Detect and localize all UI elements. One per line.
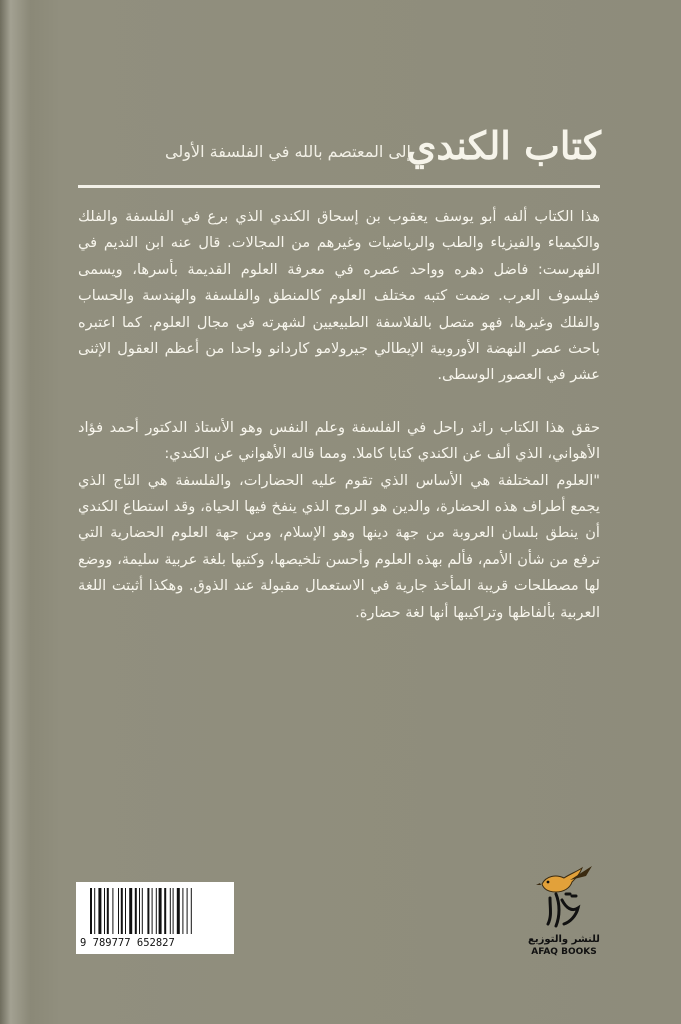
blurb-paragraph-2: حقق هذا الكتاب رائد راحل في الفلسفة وعلم النفس وهو الأستاذ الدكتور أحمد فؤاد الأهواني، الذي ألف عن الكندي كتابا كاملا. ومما قاله الأهواني عن الكندي:	[78, 418, 600, 463]
publisher-arabic-name: للنشر والتوزيع	[528, 934, 600, 945]
barcode-bar	[125, 888, 126, 934]
bird-logo-icon	[526, 864, 602, 934]
barcode-bars	[90, 888, 224, 934]
barcode-bar	[90, 888, 92, 934]
blurb-quote: "العلوم المختلفة هي الأساس الذي تقوم عليه الحضارات، والفلسفة هي التاج الذي يجمع أطراف هذه الحضارة، والدين هو الروح الذي ينفخ فيها الحياة، وقد استطاع الكندي أن ينطق بلسان العروبة من جهة دينها وهو الإسلام، ومن جهة العلوم الحضارية التي ترفع من شأن الأمم، فألم بهذه العلوم وأحسن تلخيصها، وكتبها بلغة عربية سليمة، ووضع لها مصطلحات قريبة المأخذ جارية في الاستعمال مقبولة عند الذوق. وهكذا أثبتت اللغة العربية بألفاظها وتراكيبها أنها لغة حضارة.	[78, 471, 600, 621]
barcode-bar	[94, 888, 95, 934]
barcode-bar	[170, 888, 171, 934]
barcode-bar	[139, 888, 140, 934]
title-divider	[78, 185, 600, 188]
barcode-bar	[121, 888, 123, 934]
barcode-bar	[191, 888, 192, 934]
barcode-bar	[159, 888, 162, 934]
barcode-bar	[164, 888, 166, 934]
blurb-text	[78, 204, 600, 626]
barcode-bar	[129, 888, 132, 934]
barcode-bar	[107, 888, 109, 934]
title-block	[81, 122, 601, 182]
barcode-bar	[112, 888, 113, 934]
barcode-bar	[156, 888, 157, 934]
barcode-bar	[118, 888, 119, 934]
blurb-paragraph-2-block	[78, 415, 600, 626]
barcode-bar	[152, 888, 153, 934]
blurb-paragraph-1: هذا الكتاب ألفه أبو يوسف يعقوب بن إسحاق الكندي الذي برع في الفلسفة والفلك والكيمياء والفيزياء والطب والرياضيات وغيرهم من المجالات. قال عنه ابن النديم في الفهرست: فاضل دهره وواحد عصره في معرفة العلوم القديمة بأسرها، ويسمى فيلسوف العرب. ضمت كتبه مختلف العلوم كالمنطق والفلسفة والهندسة والحساب والفلك وغيرها، فهو متصل بالفلاسفة الطبيعيين لشهرته في مجال العلوم. كما اعتبره باحث عصر النهضة الأوروبية الإيطالي جيرولامو كاردانو واحدا من أعظم العقول الإثنى عشر في العصور الوسطى.	[78, 208, 600, 384]
book-title: كتاب الكندي	[406, 123, 601, 168]
barcode-bar	[147, 888, 149, 934]
barcode-bar	[98, 888, 101, 934]
barcode-bar	[142, 888, 143, 934]
publisher-logo	[526, 864, 602, 960]
barcode-bar	[173, 888, 174, 934]
isbn-barcode	[76, 882, 234, 954]
barcode-bar	[182, 888, 183, 934]
barcode-bar	[135, 888, 137, 934]
barcode-bar	[104, 888, 105, 934]
spine-edge	[0, 0, 30, 1024]
barcode-digits: 9 789777 652827	[80, 937, 175, 949]
barcode-bar	[177, 888, 180, 934]
publisher-english-name: AFAQ BOOKS	[531, 947, 597, 957]
book-subtitle: إلى المعتصم بالله في الفلسفة الأولى	[165, 142, 411, 161]
barcode-bar	[187, 888, 188, 934]
